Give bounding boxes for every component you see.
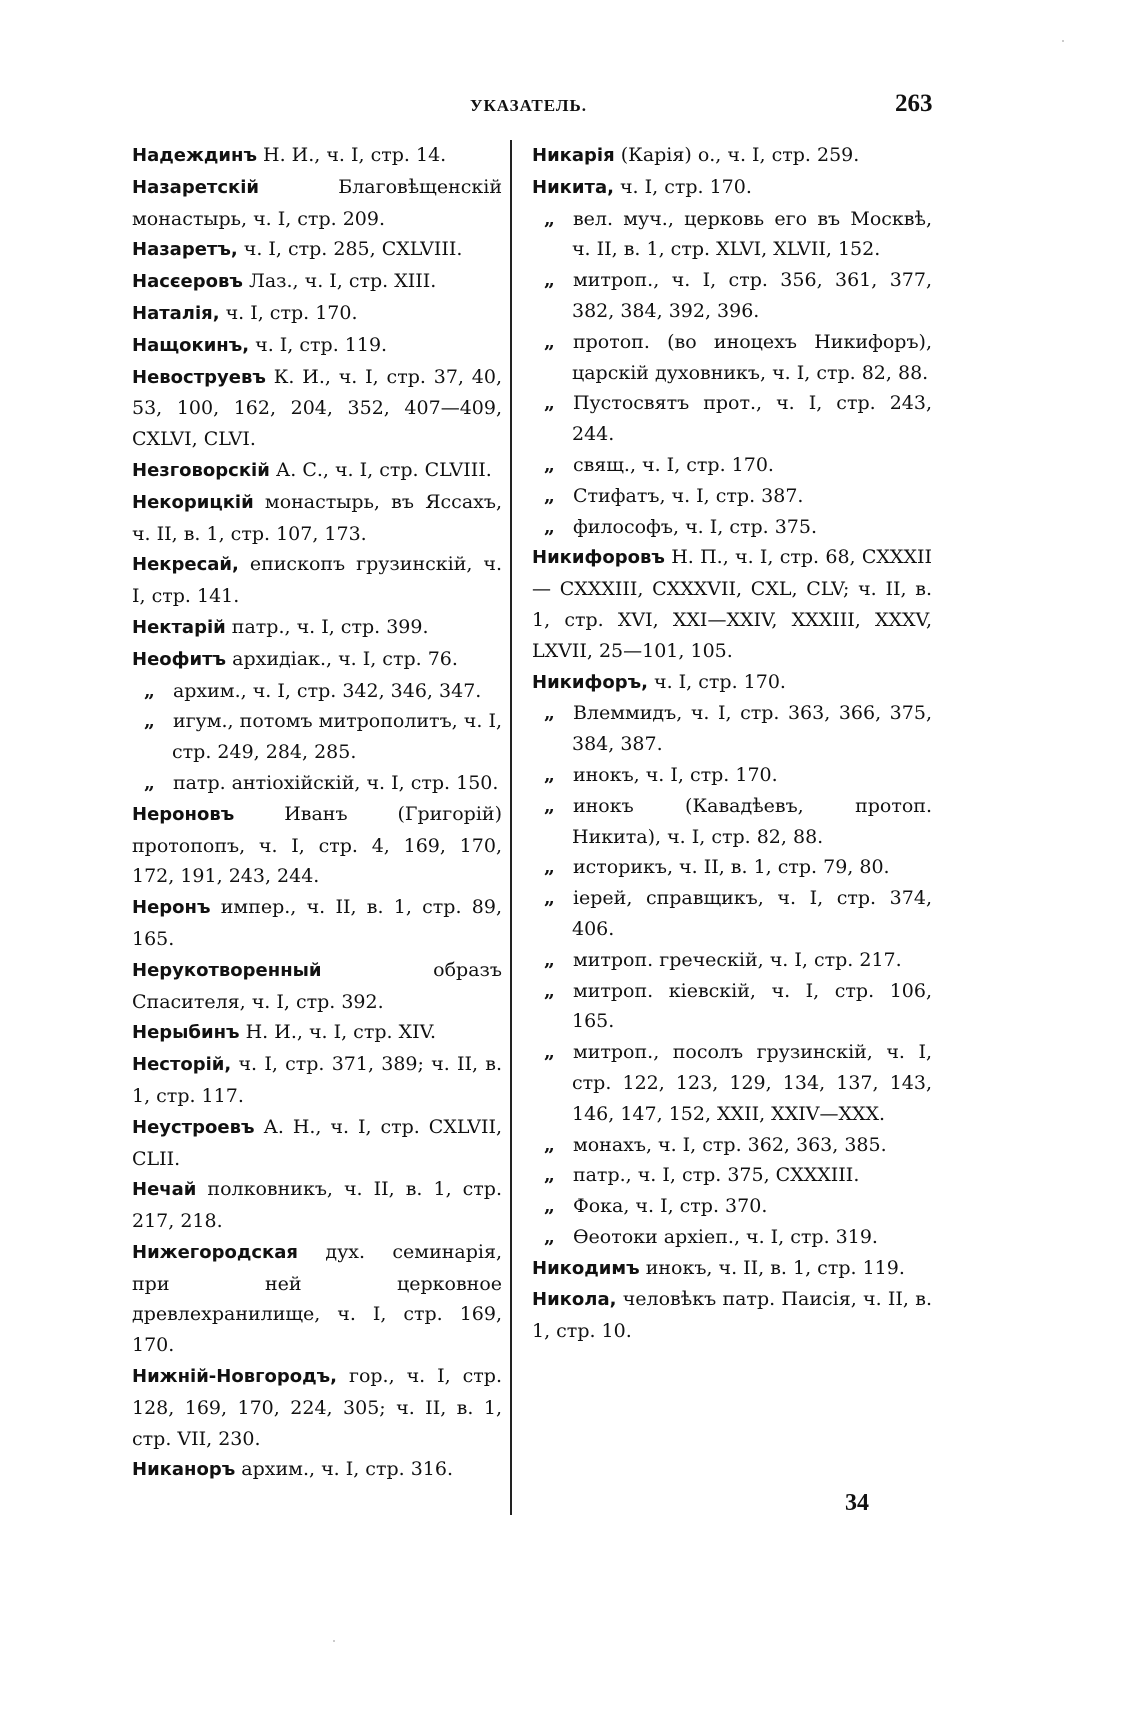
index-entry <box>132 892 502 955</box>
index-entry-headword: Назаретъ, <box>132 239 238 261</box>
index-entry-headword: Нижегородская <box>132 1241 298 1263</box>
index-entry-headword: Неронъ <box>132 897 211 919</box>
index-entry-references: А. Н., ч. I, стр. CXLVII, CLII. <box>132 1115 502 1170</box>
index-subentry <box>532 883 932 945</box>
index-entry-references: Фока, ч. I, стр. 370. <box>572 1195 768 1218</box>
index-entry-references: дух. семинарія, при ней церковное древлехранилище, ч. I, стр. 169, 170. <box>132 1240 502 1357</box>
index-entry-headword: Нечай <box>132 1179 197 1201</box>
index-entry-references: импер., ч. II, в. 1, стр. 89, 165. <box>132 896 502 950</box>
index-entry <box>132 234 502 266</box>
index-entry <box>132 1361 502 1454</box>
index-entry-references: человѣкъ патр. Паисія, ч. II, в. 1, стр. 10. <box>532 1288 932 1343</box>
index-subentry <box>532 945 932 976</box>
index-subentry <box>532 512 932 543</box>
index-subentry <box>132 706 502 768</box>
index-entry <box>132 1454 502 1486</box>
index-entry-headword: Насєеровъ <box>132 271 243 293</box>
index-subentry <box>532 852 932 883</box>
index-entry-headword: Никола, <box>532 1289 617 1311</box>
index-subentry <box>532 1037 932 1129</box>
index-entry-headword: Назаретскій <box>132 176 260 198</box>
index-subentry <box>532 481 932 512</box>
index-entry-references: К. И., ч. I, стр. 37, 40, 53, 100, 162, 204, 352, 407—409, CXLVI, CLVI. <box>132 365 502 451</box>
index-subentry <box>532 760 932 791</box>
index-entry-references: ч. I, стр. 119. <box>249 333 388 356</box>
index-entry-references: историкъ, ч. II, в. 1, стр. 79, 80. <box>572 856 890 879</box>
index-entry <box>132 266 502 298</box>
index-entry <box>132 487 502 550</box>
index-entry-references: ч. I, стр. 170. <box>647 670 786 693</box>
index-column-left <box>132 140 502 1486</box>
index-entry-headword: Неустроевъ <box>132 1116 255 1138</box>
index-subentry <box>532 1160 932 1191</box>
index-entry-references: инокъ (Кавадѣевъ, протоп. Никита), ч. I, стр. 82, 88. <box>572 794 932 848</box>
index-entry-headword: Никаноръ <box>132 1459 236 1481</box>
index-entry-references: архим., ч. I, стр. 316. <box>235 1458 453 1481</box>
index-entry-headword: Нижній-Новгородъ, <box>132 1366 338 1388</box>
index-entry <box>132 644 502 676</box>
index-entry-references: митроп., посолъ грузинскій, ч. I, стр. 122, 123, 129, 134, 137, 143, 146, 147, 152, XXII, XXIV—XXX. <box>572 1041 932 1125</box>
index-entry-references: монастырь, въ Яссахъ, ч. II, в. 1, стр. 107, 173. <box>132 490 502 545</box>
index-subentry <box>532 1222 932 1253</box>
index-entry-references: митроп., ч. I, стр. 356, 361, 377, 382, 384, 392, 396. <box>572 269 932 322</box>
index-subentry <box>532 1191 932 1222</box>
running-header-title: УКАЗАТЕЛЬ. <box>470 96 588 115</box>
index-entry-references: А. С., ч. I, стр. CLVIII. <box>269 458 492 481</box>
index-entry-references: митроп. греческій, ч. I, стр. 217. <box>572 948 902 971</box>
index-subentry <box>532 976 932 1038</box>
index-entry-headword: Нероновъ <box>132 803 235 825</box>
index-subentry <box>532 450 932 481</box>
index-entry-headword: Некорицкій <box>132 491 254 513</box>
index-entry <box>532 667 932 699</box>
index-entry-headword: Наталія, <box>132 302 220 324</box>
index-entry-references: патр., ч. I, стр. 375, CXXXIII. <box>572 1164 860 1187</box>
index-entry-references: протоп. (во иноцехъ Никифоръ), царскій духовникъ, ч. I, стр. 82, 88. <box>572 330 932 384</box>
index-entry-headword: Неофитъ <box>132 648 227 670</box>
index-entry <box>532 172 932 204</box>
index-entry <box>132 1049 502 1112</box>
index-entry-references: свящ., ч. I, стр. 170. <box>572 453 774 476</box>
index-subentry <box>532 388 932 450</box>
index-entry <box>132 799 502 892</box>
index-entry-references: игум., потомъ митрополитъ, ч. I, стр. 249, 284, 285. <box>172 710 502 764</box>
index-entry-references: Пустосвятъ прот., ч. I, стр. 243, 244. <box>572 392 932 446</box>
index-subentry <box>532 265 932 327</box>
index-entry <box>532 542 932 666</box>
index-entry <box>132 140 502 172</box>
index-subentry <box>132 676 502 707</box>
index-entry <box>132 549 502 612</box>
index-entry <box>532 1253 932 1285</box>
index-entry-headword: Нерукотворенный <box>132 959 322 981</box>
index-entry <box>132 330 502 362</box>
index-entry-headword: Некресай, <box>132 554 239 576</box>
index-subentry <box>532 1130 932 1161</box>
index-entry-references: (Карія) о., ч. I, стр. 259. <box>614 144 860 166</box>
index-entry <box>132 955 502 1018</box>
index-entry-references: митроп. кіевскій, ч. I, стр. 106, 165. <box>572 979 932 1033</box>
index-entry-references: Стифатъ, ч. I, стр. 387. <box>572 484 804 507</box>
index-entry-headword: Никодимъ <box>532 1257 640 1279</box>
index-entry-references: Н. И., ч. I, стр. 14. <box>256 144 447 166</box>
index-subentry <box>532 327 932 389</box>
index-entry-references: Лаз., ч. I, стр. XIII. <box>242 270 437 293</box>
index-entry-headword: Нерыбинъ <box>132 1022 240 1044</box>
index-entry-references: ч. I, стр. 170. <box>219 301 358 324</box>
index-entry-references: епископъ грузинскій, ч. I, стр. 141. <box>132 553 502 608</box>
index-entry-headword: Никифоровъ <box>532 547 665 569</box>
index-entry-references: Благовѣщенскій монастырь, ч. I, стр. 209. <box>132 175 502 230</box>
index-entry <box>132 455 502 487</box>
signature-mark: 34 <box>845 1490 869 1516</box>
index-entry-references: архим., ч. I, стр. 342, 346, 347. <box>172 679 482 702</box>
index-entry-headword: Никарія <box>532 145 615 166</box>
index-entry-references: патр., ч. I, стр. 399. <box>225 615 429 638</box>
index-entry <box>132 1112 502 1175</box>
index-entry-headword: Надеждинъ <box>132 145 257 166</box>
index-entry-references: Иванъ (Григорій) протопопъ, ч. I, стр. 4, 169, 170, 172, 191, 243, 244. <box>132 802 502 888</box>
index-entry-references: патр. антіохійскій, ч. I, стр. 150. <box>172 771 499 794</box>
paper-speck <box>1062 40 1064 42</box>
index-entry-references: Н. И., ч. I, стр. XIV. <box>239 1021 437 1044</box>
index-subentry <box>532 791 932 853</box>
index-entry-headword: Незговорскій <box>132 459 270 481</box>
index-entry-references: архидіак., ч. I, стр. 76. <box>226 647 458 670</box>
index-entry-headword: Несторій, <box>132 1054 232 1076</box>
index-entry <box>532 140 932 172</box>
index-entry-references: полковникъ, ч. II, в. 1, стр. 217, 218. <box>132 1178 502 1233</box>
index-entry <box>532 1284 932 1347</box>
index-entry-references: Н. П., ч. I, стр. 68, CXXXII — CXXXIII, CXXXVII, CXL, CLV; ч. II, в. 1, стр. XVI, XXI—XXIV, XXXIII, XXXV, LXVII, 25—101, 105. <box>532 546 932 662</box>
index-entry-references: монахъ, ч. I, стр. 362, 363, 385. <box>572 1133 887 1156</box>
index-subentry <box>132 768 502 799</box>
column-divider <box>510 140 512 1515</box>
index-entry-headword: Никита, <box>532 176 614 198</box>
index-entry-headword: Невоструевъ <box>132 366 266 388</box>
index-column-right <box>532 140 932 1347</box>
index-entry-references: гор., ч. I, стр. 128, 169, 170, 224, 305; ч. II, в. 1, стр. VII, 230. <box>132 1365 502 1450</box>
index-entry-references: инокъ, ч. II, в. 1, стр. 119. <box>639 1256 905 1279</box>
index-entry-references: вел. муч., церковь его въ Москвѣ, ч. II, в. 1, стр. XLVI, XLVII, 152. <box>572 207 932 261</box>
index-entry-headword: Никифоръ, <box>532 671 648 693</box>
index-entry <box>132 1174 502 1237</box>
index-entry-references: ч. I, стр. 285, CXLVIII. <box>237 238 463 261</box>
index-entry-references: философъ, ч. I, стр. 375. <box>572 515 818 538</box>
page-number: 263 <box>895 90 933 117</box>
index-entry-references: Ѳеотоки архіеп., ч. I, стр. 319. <box>572 1225 878 1248</box>
index-entry <box>132 362 502 455</box>
index-entry-headword: Нектарій <box>132 616 226 638</box>
paper-speck <box>333 1640 335 1642</box>
index-entry-references: іерей, справщикъ, ч. I, стр. 374, 406. <box>572 887 932 940</box>
index-subentry <box>532 698 932 760</box>
index-entry <box>132 1017 502 1049</box>
index-entry-references: ч. I, стр. 371, 389; ч. II, в. 1, стр. 117. <box>132 1053 502 1107</box>
index-entry-headword: Нащокинъ, <box>132 334 250 356</box>
index-subentry <box>532 204 932 266</box>
index-entry <box>132 612 502 644</box>
index-entry <box>132 298 502 330</box>
index-entry-references: ч. I, стр. 170. <box>613 175 752 198</box>
index-entry-references: инокъ, ч. I, стр. 170. <box>572 763 778 786</box>
index-entry-references: образъ Спасителя, ч. I, стр. 392. <box>132 958 502 1013</box>
index-entry <box>132 172 502 235</box>
index-entry-references: Влеммидъ, ч. I, стр. 363, 366, 375, 384, 387. <box>572 702 932 756</box>
index-entry <box>132 1237 502 1361</box>
